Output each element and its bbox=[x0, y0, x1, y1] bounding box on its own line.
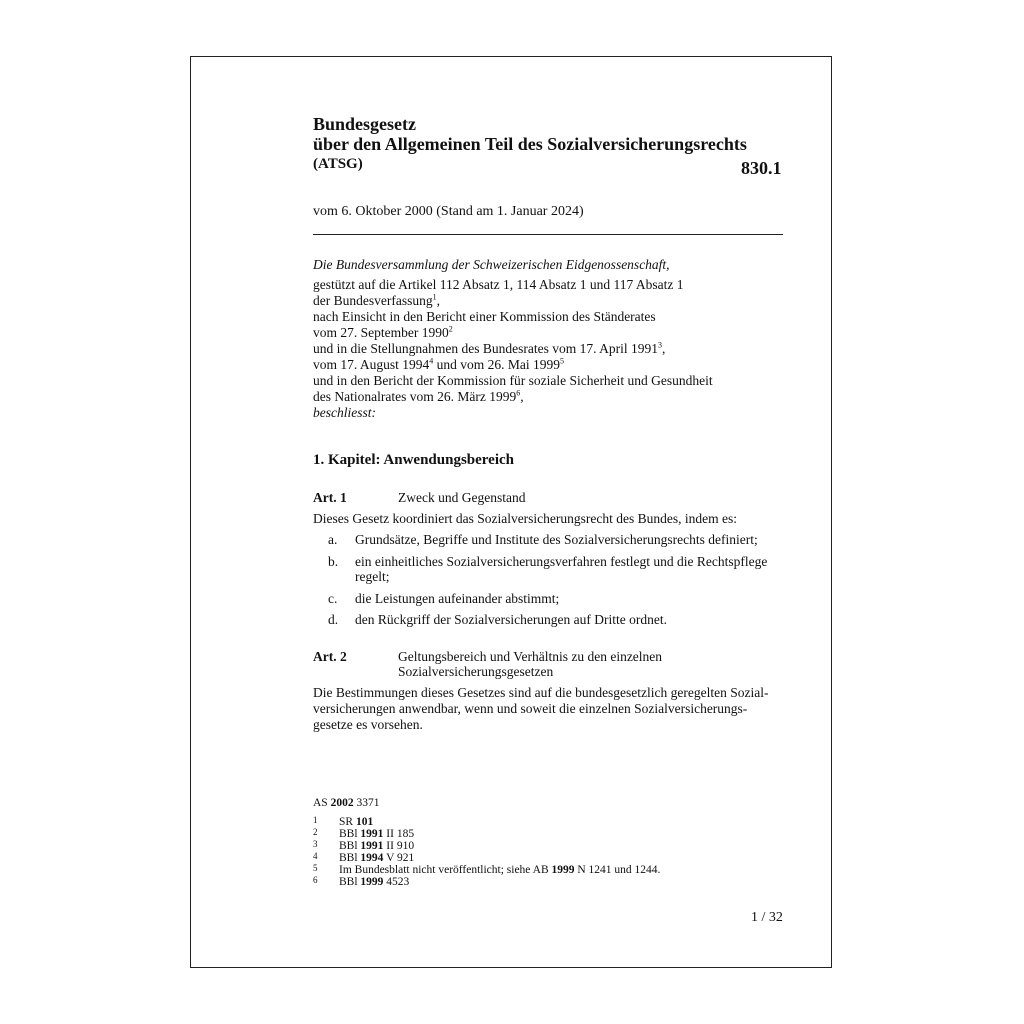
article-2-body-line: Die Bestimmungen dieses Gesetzes sind auf die bundesgesetzlich geregelten Sozial- bbox=[313, 685, 769, 700]
page-number: 1 / 32 bbox=[751, 910, 783, 925]
preamble-line: der Bundesverfassung$^1$, bbox=[313, 292, 440, 308]
preamble-intro: Die Bundesversammlung der Schweizerischen Eidgenossenschaft, bbox=[313, 257, 670, 272]
preamble-line: vom 17. August 1994$^4$ und vom 26. Mai 1999$^5$ bbox=[313, 356, 565, 372]
footnote-text: BBl 1991 II 185 bbox=[339, 828, 415, 840]
footnote-number: 3 bbox=[313, 839, 318, 849]
list-item-letter: c. bbox=[328, 591, 338, 606]
article-2-number: Art. 2 bbox=[313, 649, 347, 664]
list-item-text: ein einheitliches Sozialversicherungsverfahren festlegt und die Rechtspflege bbox=[355, 554, 768, 569]
article-1-intro: Dieses Gesetz koordiniert das Sozialversicherungsrecht des Bundes, indem es: bbox=[313, 511, 738, 526]
chapter-heading: 1. Kapitel: Anwendungsbereich bbox=[313, 452, 514, 468]
list-item-text: die Leistungen aufeinander abstimmt; bbox=[355, 591, 560, 606]
article-2-body-line: gesetze es vorsehen. bbox=[313, 717, 423, 732]
list-item-letter: a. bbox=[328, 532, 338, 547]
law-date: vom 6. Oktober 2000 (Stand am 1. Januar 2024) bbox=[313, 204, 584, 219]
document-page bbox=[190, 56, 832, 968]
preamble-line: vom 27. September 1990$^2$ bbox=[313, 324, 453, 340]
footnote-text: BBl 1999 4523 bbox=[339, 876, 410, 888]
law-title-line-1: Bundesgesetz bbox=[313, 114, 416, 134]
list-item-text-continued: regelt; bbox=[355, 569, 390, 584]
article-1-number: Art. 1 bbox=[313, 490, 347, 505]
footnote-text: SR 101 bbox=[339, 816, 374, 828]
title-separator bbox=[313, 234, 783, 235]
footnote-number: 4 bbox=[313, 851, 318, 861]
preamble-line: und in die Stellungnahmen des Bundesrates vom 17. April 1991$^3$, bbox=[313, 340, 666, 356]
article-2-body-line: versicherungen anwendbar, wenn und soweit die einzelnen Sozialversicherungs- bbox=[313, 701, 748, 716]
preamble-closing: beschliesst: bbox=[313, 405, 376, 420]
list-item-letter: d. bbox=[328, 612, 339, 627]
footnote-number: 5 bbox=[313, 863, 318, 873]
footnote-text: BBl 1994 V 921 bbox=[339, 852, 415, 864]
list-item-text: den Rückgriff der Sozialversicherungen auf Dritte ordnet. bbox=[355, 612, 668, 627]
law-title-line-2: über den Allgemeinen Teil des Sozialversicherungsrechts bbox=[313, 134, 747, 154]
footnote-number: 2 bbox=[313, 827, 318, 837]
preamble-line: des Nationalrates vom 26. März 1999$^6$, bbox=[313, 388, 524, 404]
article-1-title: Zweck und Gegenstand bbox=[398, 490, 526, 505]
systematic-number: 830.1 bbox=[741, 158, 782, 178]
preamble-line: nach Einsicht in den Bericht einer Kommission des Ständerates bbox=[313, 309, 656, 324]
footnote-number: 6 bbox=[313, 875, 318, 885]
article-2-title-line-2: Sozialversicherungsgesetzen bbox=[398, 664, 554, 679]
preamble-line: und in den Bericht der Kommission für soziale Sicherheit und Gesundheit bbox=[313, 373, 713, 388]
list-item-text: Grundsätze, Begriffe und Institute des Sozialversicherungsrechts definiert; bbox=[355, 532, 758, 547]
preamble-line: gestützt auf die Artikel 112 Absatz 1, 114 Absatz 1 und 117 Absatz 1 bbox=[313, 277, 684, 292]
footnote-as-reference: AS 2002 3371 bbox=[313, 797, 380, 809]
article-2-title-line-1: Geltungsbereich und Verhältnis zu den einzelnen bbox=[398, 649, 663, 664]
law-abbreviation: (ATSG) bbox=[313, 156, 363, 172]
footnote-text: Im Bundesblatt nicht veröffentlicht; siehe AB 1999 N 1241 und 1244. bbox=[339, 864, 661, 876]
footnote-number: 1 bbox=[313, 815, 318, 825]
footnote-text: BBl 1991 II 910 bbox=[339, 840, 415, 852]
list-item-letter: b. bbox=[328, 554, 339, 569]
